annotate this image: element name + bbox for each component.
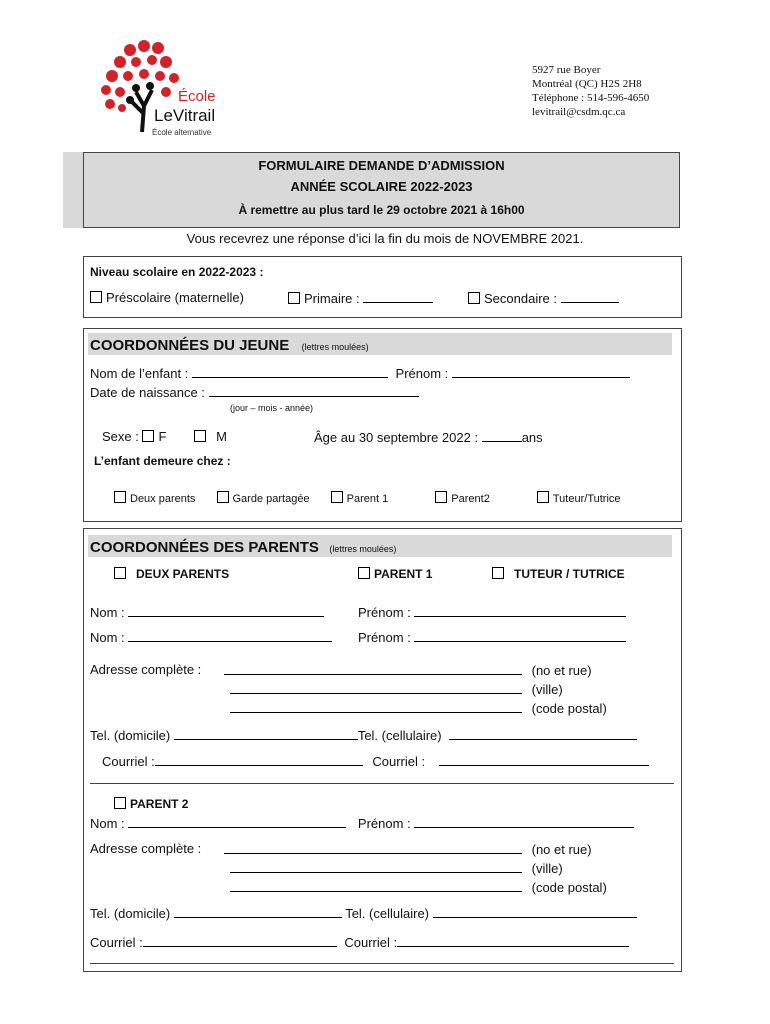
address-street-field[interactable] bbox=[224, 662, 522, 675]
address-phone: Téléphone : 514-596-4650 bbox=[532, 92, 650, 104]
parent2-prenom-field[interactable] bbox=[414, 629, 626, 642]
logo-ecole: École bbox=[178, 88, 216, 105]
address-postal-field[interactable] bbox=[230, 700, 522, 713]
divider bbox=[90, 783, 674, 784]
email-row: Courriel : Courriel : bbox=[102, 753, 649, 769]
option-garde-partagee[interactable]: Garde partagée bbox=[217, 493, 310, 505]
niveau-label: Niveau scolaire en 2022-2023 : bbox=[90, 265, 264, 279]
jeune-title-row bbox=[90, 337, 369, 355]
address-line1: (no et rue) bbox=[224, 662, 592, 678]
logo-levitrail: LeVitrail bbox=[154, 106, 216, 125]
checkbox-f[interactable] bbox=[142, 430, 154, 442]
child-name-row: Nom de l’enfant : Prénom : bbox=[90, 365, 630, 381]
choice-parent1[interactable]: PARENT 1 bbox=[358, 567, 432, 581]
header-shadow bbox=[63, 152, 83, 228]
p2-nom-field[interactable] bbox=[128, 815, 346, 828]
p2-tel-cell-field[interactable] bbox=[433, 905, 637, 918]
option-deux-parents[interactable]: Deux parents bbox=[114, 493, 195, 505]
demeure-options bbox=[114, 491, 621, 505]
parents-section bbox=[83, 528, 682, 972]
parent1-nom-field[interactable] bbox=[128, 604, 324, 617]
choice-deux-parents[interactable]: DEUX PARENTS bbox=[114, 567, 229, 581]
option-primaire[interactable]: Primaire : bbox=[288, 290, 433, 306]
address-email: levitrail@csdm.qc.ca bbox=[532, 106, 626, 118]
p2-address-line2: (ville) bbox=[230, 860, 563, 876]
parents-note: (lettres moulées) bbox=[329, 544, 397, 554]
option-tuteur[interactable]: Tuteur/Tutrice bbox=[537, 493, 621, 505]
parent2-nom-field[interactable] bbox=[128, 629, 332, 642]
choice-parent2[interactable]: PARENT 2 bbox=[114, 797, 188, 811]
niveau-section bbox=[83, 256, 682, 318]
p2-postal-field[interactable] bbox=[230, 879, 522, 892]
p2-tel-home-field[interactable] bbox=[174, 905, 342, 918]
p2-city-field[interactable] bbox=[230, 860, 522, 873]
option-secondaire[interactable]: Secondaire : bbox=[468, 290, 619, 306]
address-city: Montréal (QC) H2S 2H8 bbox=[532, 78, 642, 90]
option-parent2[interactable]: Parent2 bbox=[435, 493, 490, 505]
tel-cell-field[interactable] bbox=[449, 727, 637, 740]
deadline: À remettre au plus tard le 29 octobre 2021 à 16h00 bbox=[238, 203, 525, 217]
parent1-prenom-row: Prénom : bbox=[358, 604, 626, 620]
birthdate-row: Date de naissance : bbox=[90, 384, 419, 400]
parent1-nom-row: Nom : bbox=[90, 604, 324, 620]
bottom-line bbox=[90, 963, 674, 964]
p2-address-label: Adresse complète : bbox=[90, 841, 202, 856]
p2-street-field[interactable] bbox=[224, 841, 522, 854]
address-label: Adresse complète : bbox=[90, 662, 202, 677]
tel-home-field[interactable] bbox=[174, 727, 358, 740]
email1-field[interactable] bbox=[155, 753, 363, 766]
p2-email-row: Courriel : Courriel : bbox=[90, 934, 629, 950]
tel-row: Tel. (domicile) Tel. (cellulaire) bbox=[90, 727, 637, 743]
email2-field[interactable] bbox=[439, 753, 649, 766]
parent2-nom-row: Nom : bbox=[90, 629, 332, 645]
jeune-note: (lettres moulées) bbox=[301, 342, 369, 352]
jeune-section bbox=[83, 328, 682, 522]
address-line3: (code postal) bbox=[230, 700, 607, 716]
primaire-field[interactable] bbox=[363, 290, 433, 303]
p2-address-line3: (code postal) bbox=[230, 879, 607, 895]
p2-email2-field[interactable] bbox=[397, 934, 629, 947]
parents-title-row bbox=[90, 539, 396, 557]
school-address bbox=[532, 63, 649, 119]
jeune-title: COORDONNÉES DU JEUNE bbox=[90, 337, 290, 354]
address-city-field[interactable] bbox=[230, 681, 522, 694]
parents-title: COORDONNÉES DES PARENTS bbox=[90, 539, 319, 556]
header-banner bbox=[83, 152, 680, 228]
p2-prenom-field[interactable] bbox=[414, 815, 634, 828]
logo-tagline: École alternative bbox=[152, 128, 212, 137]
p2-tel-row: Tel. (domicile) Tel. (cellulaire) bbox=[90, 905, 637, 921]
age-row: Âge au 30 septembre 2022 : ans bbox=[314, 430, 543, 445]
checkbox[interactable] bbox=[468, 292, 480, 304]
p2-email1-field[interactable] bbox=[143, 934, 337, 947]
choice-tuteur[interactable]: TUTEUR / TUTRICE bbox=[492, 567, 625, 581]
birthdate-format: (jour – mois - année) bbox=[230, 403, 314, 413]
checkbox-m[interactable] bbox=[194, 430, 206, 442]
child-firstname-field[interactable] bbox=[452, 365, 630, 378]
address-street: 5927 rue Boyer bbox=[532, 64, 601, 76]
age-field[interactable] bbox=[482, 429, 522, 442]
option-prescolaire[interactable]: Préscolaire (maternelle) bbox=[90, 290, 244, 305]
parent2-prenom-row: Prénom : bbox=[358, 629, 626, 645]
birthdate-field[interactable] bbox=[209, 384, 419, 397]
response-notice: Vous recevrez une réponse d’ici la fin du mois de NOVEMBRE 2021. bbox=[186, 231, 584, 246]
p2-address-line1: (no et rue) bbox=[224, 841, 592, 857]
address-line2: (ville) bbox=[230, 681, 563, 697]
p2-nom-row: Nom : Prénom : bbox=[90, 815, 634, 831]
checkbox[interactable] bbox=[288, 292, 300, 304]
option-parent1[interactable]: Parent 1 bbox=[331, 493, 389, 505]
secondaire-field[interactable] bbox=[561, 290, 619, 303]
school-logo bbox=[90, 36, 230, 140]
parent1-prenom-field[interactable] bbox=[414, 604, 626, 617]
sexe-row: Sexe : F M bbox=[102, 429, 227, 444]
demeure-label: L’enfant demeure chez : bbox=[94, 454, 231, 468]
school-year: ANNÉE SCOLAIRE 2022-2023 bbox=[290, 179, 473, 194]
checkbox[interactable] bbox=[90, 291, 102, 303]
child-name-field[interactable] bbox=[192, 365, 388, 378]
form-title: FORMULAIRE DEMANDE D’ADMISSION bbox=[258, 158, 505, 173]
